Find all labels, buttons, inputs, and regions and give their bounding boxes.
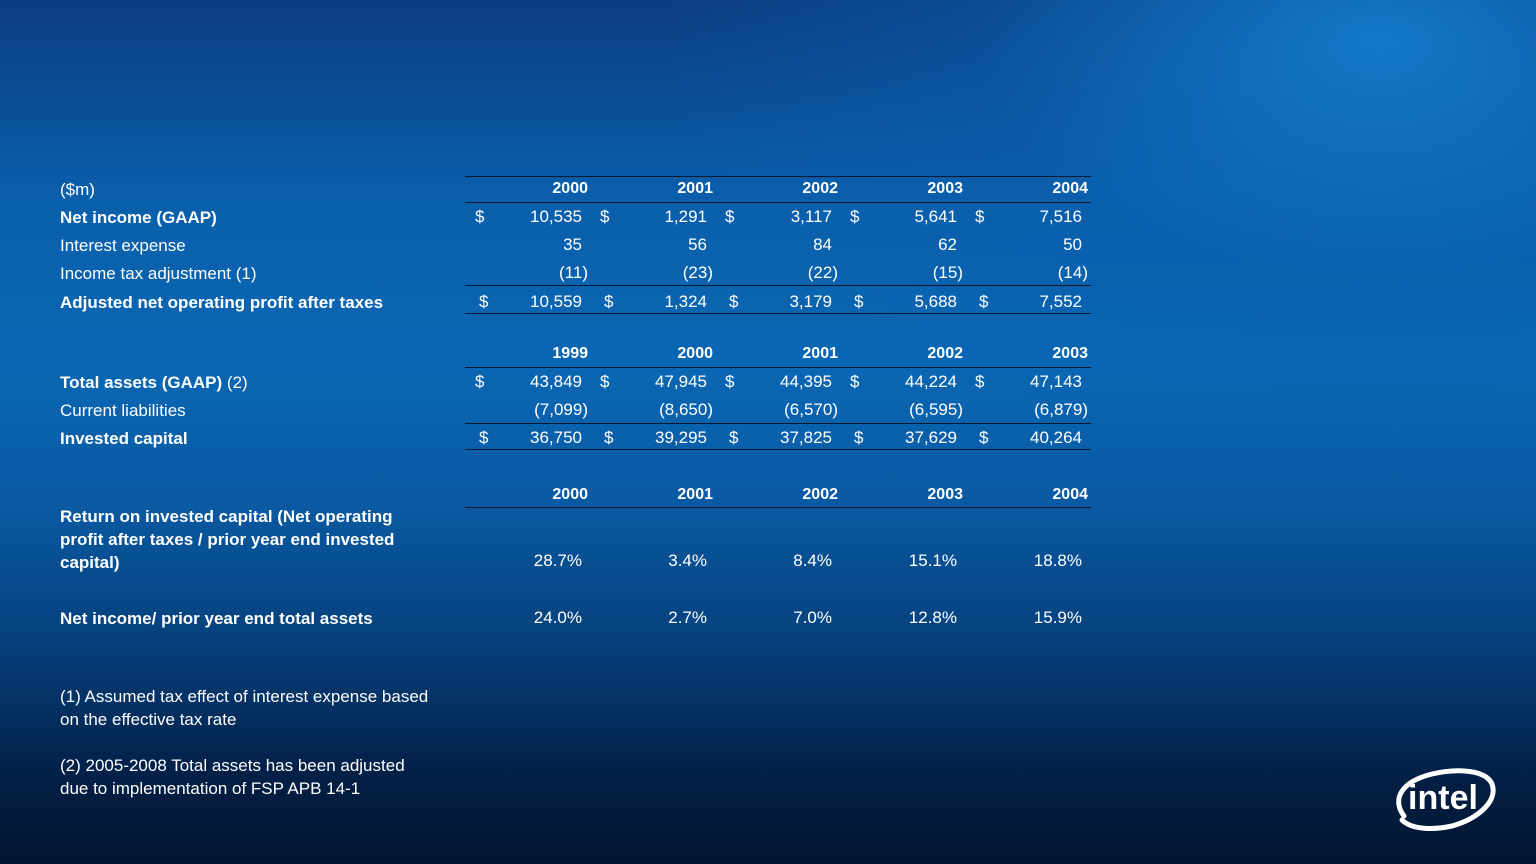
currency-symbol: $ <box>729 292 739 311</box>
s3-year-header: 2002 <box>802 486 838 503</box>
value-cell: 3.4% <box>668 551 707 570</box>
currency-symbol: $ <box>725 372 735 391</box>
currency-symbol: $ <box>975 372 985 391</box>
value-cell: 39,295 <box>655 428 707 447</box>
section1-header-rule <box>465 202 1091 203</box>
s1-year-header: 2004 <box>1052 180 1088 197</box>
row-label-total-assets <box>60 371 248 394</box>
total-rule <box>465 449 1091 450</box>
footnote-line: on the effective tax rate <box>60 710 237 729</box>
s2-year-header: 2002 <box>927 345 963 362</box>
value-cell: 5,688 <box>914 292 957 311</box>
value-cell: 44,224 <box>905 372 957 391</box>
svg-text:intel: intel <box>1408 779 1478 817</box>
currency-symbol: $ <box>479 292 489 311</box>
s3-year-header: 2001 <box>677 486 713 503</box>
row-label-interest-expense: Interest expense <box>60 236 186 255</box>
currency-symbol: $ <box>725 207 735 226</box>
s3-year-header: 2000 <box>552 486 588 503</box>
value-cell: 28.7% <box>533 551 582 570</box>
value-cell: (6,879) <box>1034 400 1088 419</box>
footnote-line: due to implementation of FSP APB 14-1 <box>60 779 361 798</box>
currency-symbol: $ <box>729 428 739 447</box>
row-label-adjusted-nopat: Adjusted net operating profit after taxes <box>60 293 384 312</box>
s2-year-header: 1999 <box>552 345 588 362</box>
currency-symbol: $ <box>979 428 989 447</box>
section1-top-rule <box>465 176 1091 177</box>
value-cell: 15.9% <box>1033 608 1082 627</box>
value-cell: (23) <box>682 263 713 282</box>
value-cell: 3,117 <box>790 207 832 226</box>
currency-symbol: $ <box>475 207 485 226</box>
value-cell: (6,595) <box>909 400 963 419</box>
value-cell: 37,629 <box>905 428 957 447</box>
total-rule <box>465 313 1091 314</box>
value-cell: 40,264 <box>1030 428 1082 447</box>
row-label-income-tax-adjustment: Income tax adjustment (1) <box>60 264 257 283</box>
row-label-roic <box>60 505 394 574</box>
value-cell: 35 <box>563 235 582 254</box>
value-cell: 37,825 <box>780 428 832 447</box>
value-cell: 84 <box>813 235 832 254</box>
value-cell: (14) <box>1057 263 1088 282</box>
value-cell: 47,143 <box>1030 372 1082 391</box>
s3-year-header: 2003 <box>927 486 963 503</box>
value-cell: 10,535 <box>530 207 582 226</box>
s3-year-header: 2004 <box>1052 486 1088 503</box>
footnote-line: (2) 2005-2008 Total assets has been adjusted <box>60 756 405 775</box>
subtotal-rule <box>465 423 1091 424</box>
label-line: profit after taxes / prior year end invested <box>60 530 395 549</box>
currency-symbol: $ <box>854 428 864 447</box>
footnote-2 <box>60 754 405 800</box>
value-cell: 8.4% <box>793 551 832 570</box>
row-label-invested-capital: Invested capital <box>60 429 188 448</box>
value-cell: 12.8% <box>908 608 957 627</box>
currency-symbol: $ <box>850 372 860 391</box>
value-cell: (8,650) <box>659 400 713 419</box>
footnote-ref: (2) <box>226 373 248 392</box>
value-cell: 47,945 <box>655 372 707 391</box>
value-cell: 43,849 <box>530 372 582 391</box>
row-label-return-on-assets: Net income/ prior year end total assets <box>60 609 373 628</box>
value-cell: 3,179 <box>789 292 832 311</box>
currency-symbol: $ <box>854 292 864 311</box>
value-cell: (15) <box>932 263 963 282</box>
label-line: Return on invested capital (Net operating <box>60 507 393 526</box>
s1-year-header: 2002 <box>802 180 838 197</box>
currency-symbol: $ <box>600 207 610 226</box>
currency-symbol: $ <box>475 372 485 391</box>
row-label-net-income: Net income (GAAP) <box>60 208 217 227</box>
section2-header-rule <box>465 367 1091 368</box>
value-cell: (11) <box>559 263 588 282</box>
value-cell: 24.0% <box>533 608 582 627</box>
value-cell: 44,395 <box>780 372 832 391</box>
section3-header-rule <box>465 507 1091 508</box>
value-cell: 36,750 <box>530 428 582 447</box>
value-cell: (6,570) <box>784 400 838 419</box>
currency-symbol: $ <box>604 428 614 447</box>
currency-symbol: $ <box>600 372 610 391</box>
s2-year-header: 2000 <box>677 345 713 362</box>
value-cell: (7,099) <box>534 400 588 419</box>
value-cell: 56 <box>688 235 707 254</box>
value-cell: 7,552 <box>1039 292 1082 311</box>
s1-year-header: 2000 <box>552 180 588 197</box>
value-cell: 50 <box>1063 235 1082 254</box>
footnote-1 <box>60 685 428 731</box>
subtotal-rule <box>465 285 1091 286</box>
currency-symbol: $ <box>479 428 489 447</box>
value-cell: 5,641 <box>914 207 957 226</box>
value-cell: 7.0% <box>793 608 832 627</box>
intel-logo-icon <box>1394 764 1498 834</box>
s2-year-header: 2003 <box>1052 345 1088 362</box>
value-cell: 1,291 <box>664 207 707 226</box>
currency-symbol: $ <box>850 207 860 226</box>
footnote-line: (1) Assumed tax effect of interest expense based <box>60 687 429 706</box>
row-label-current-liabilities: Current liabilities <box>60 401 186 420</box>
value-cell: 7,516 <box>1039 207 1082 226</box>
s1-year-header: 2003 <box>927 180 963 197</box>
value-cell: 10,559 <box>530 292 582 311</box>
currency-symbol: $ <box>604 292 614 311</box>
value-cell: 2.7% <box>668 608 707 627</box>
units-label: ($m) <box>60 180 95 199</box>
s2-year-header: 2001 <box>802 345 838 362</box>
currency-symbol: $ <box>979 292 989 311</box>
label-line: capital) <box>60 553 120 572</box>
value-cell: 18.8% <box>1033 551 1082 570</box>
value-cell: 62 <box>938 235 957 254</box>
value-cell: 15.1% <box>908 551 957 570</box>
row-label-text: Total assets (GAAP) <box>60 373 223 392</box>
currency-symbol: $ <box>975 207 985 226</box>
value-cell: 1,324 <box>664 292 707 311</box>
value-cell: (22) <box>807 263 838 282</box>
s1-year-header: 2001 <box>677 180 713 197</box>
